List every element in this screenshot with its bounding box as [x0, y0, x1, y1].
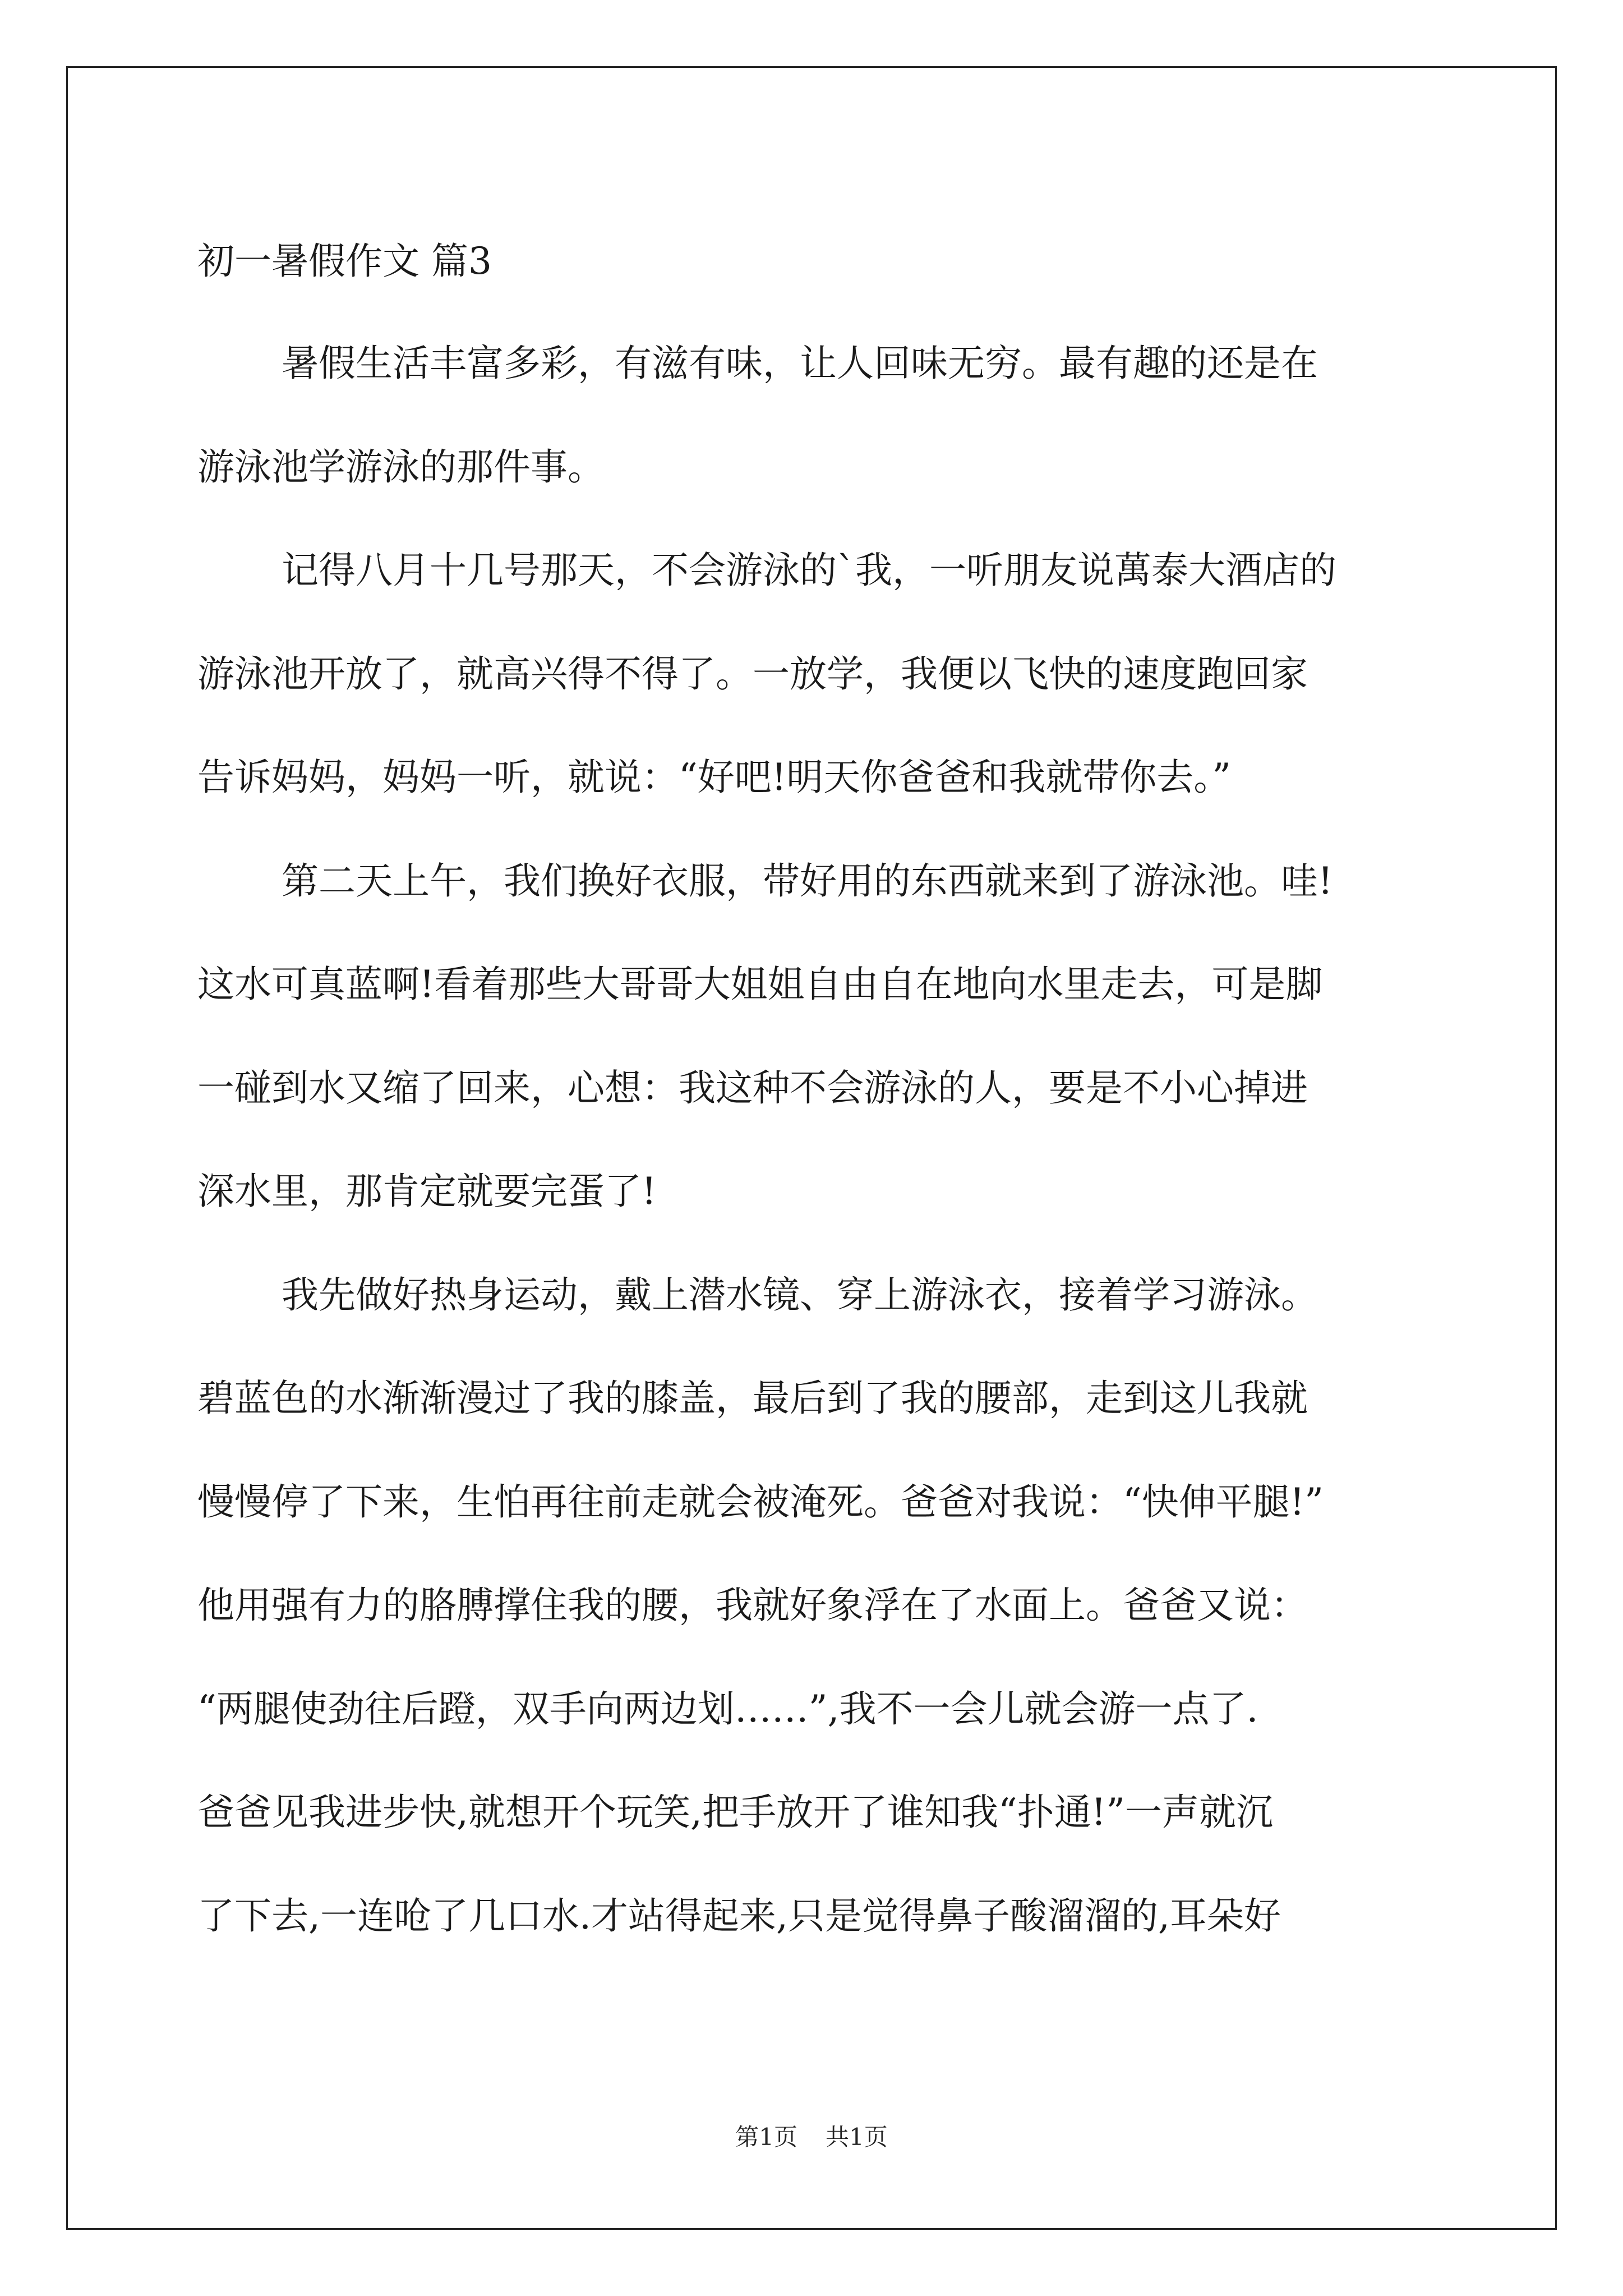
- paragraph-2-line-1: 记得八月十几号那天，不会游泳的`我，一听朋友说萬泰大酒店的: [282, 549, 1336, 592]
- paragraph-4-line-4: 他用强有力的胳膊撑住我的腰，我就好象浮在了水面上。爸爸又说：: [197, 1584, 1308, 1627]
- essay-title: 初一暑假作文 篇3: [197, 240, 492, 283]
- paragraph-4-line-6: 爸爸见我进步快,就想开个玩笑,把手放开了谁知我“扑通!”一声就沉: [197, 1791, 1273, 1834]
- paragraph-4-line-7: 了下去,一连呛了几口水.才站得起来,只是觉得鼻子酸溜溜的,耳朵好: [197, 1894, 1281, 1938]
- page-number: 第1页: [735, 2123, 797, 2151]
- paragraph-4-line-5: “两腿使劲往后蹬，双手向两边划……”,我不一会儿就会游一点了.: [197, 1687, 1258, 1731]
- paragraph-2-line-2: 游泳池开放了，就高兴得不得了。一放学，我便以飞快的速度跑回家: [197, 652, 1308, 696]
- page-total: 共1页: [826, 2123, 888, 2151]
- paragraph-4-line-3: 慢慢停了下来，生怕再往前走就会被淹死。爸爸对我说：“快伸平腿!”: [197, 1480, 1324, 1524]
- paragraph-4-line-2: 碧蓝色的水渐渐漫过了我的膝盖，最后到了我的腰部，走到这儿我就: [197, 1377, 1308, 1420]
- document-body: [197, 211, 1434, 1968]
- paragraph-3-line-1: 第二天上午，我们换好衣服，带好用的东西就来到了游泳池。哇!: [282, 859, 1333, 903]
- paragraph-4-line-1: 我先做好热身运动，戴上潜水镜、穿上游泳衣，接着学习游泳。: [282, 1273, 1318, 1317]
- paragraph-2-line-3: 告诉妈妈，妈妈一听，就说：“好吧!明天你爸爸和我就带你去。”: [197, 756, 1232, 799]
- page-footer: [0, 2120, 1623, 2154]
- paragraph-1-line-2: 游泳池学游泳的那件事。: [197, 445, 605, 489]
- paragraph-3-line-2: 这水可真蓝啊!看着那些大哥哥大姐姐自由自在地向水里走去，可是脚: [197, 963, 1323, 1006]
- paragraph-3-line-3: 一碰到水又缩了回来，心想：我这种不会游泳的人，要是不小心掉进: [197, 1066, 1308, 1110]
- paragraph-1-line-1: 暑假生活丰富多彩，有滋有味，让人回味无穷。最有趣的还是在: [282, 342, 1318, 385]
- paragraph-3-line-4: 深水里，那肯定就要完蛋了!: [197, 1170, 657, 1213]
